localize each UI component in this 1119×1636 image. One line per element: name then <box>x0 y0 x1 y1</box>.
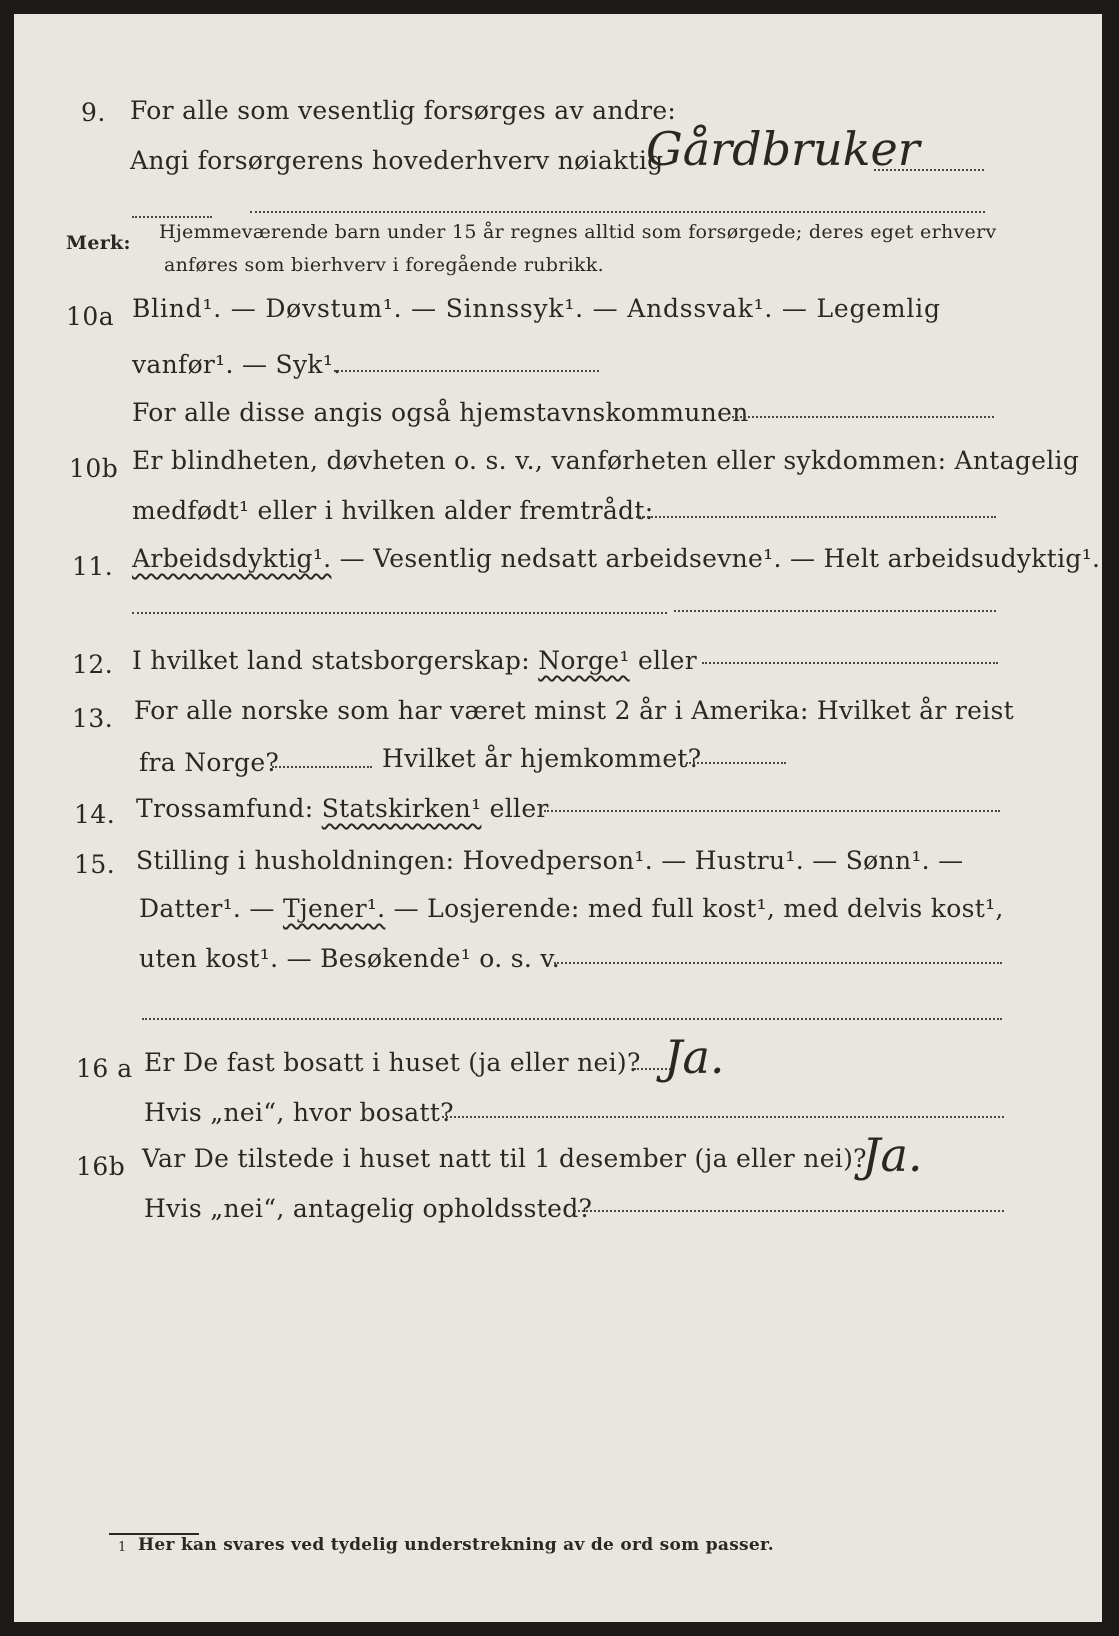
q16b-location-line <box>574 1210 1004 1212</box>
q16a-line2: Hvis „nei“, hvor bosatt? <box>144 1098 454 1127</box>
footnote-mark: 1 <box>118 1540 127 1555</box>
q16a-handwritten-answer: Ja. <box>664 1030 725 1084</box>
q15-number: 15. <box>74 850 116 879</box>
census-form-page <box>14 14 1102 1622</box>
q12-number: 12. <box>72 650 114 679</box>
q10a-hometown-line <box>732 416 994 418</box>
q15-line1: Stilling i husholdningen: Hovedperson¹. — Hustru¹. — Sønn¹. — <box>136 846 964 875</box>
q13-number: 13. <box>72 704 114 733</box>
q9-extra-line-b <box>250 211 985 213</box>
q11-number: 11. <box>72 552 114 581</box>
q10a-line1: Blind¹. — Døvstum¹. — Sinnssyk¹. — Andssvak¹. — Legemlig <box>132 294 941 323</box>
merk-label: Merk: <box>66 232 131 254</box>
q15-line2b: — Losjerende: med full kost¹, med delvis kost¹, <box>385 894 1004 923</box>
q11-line-b <box>674 610 996 612</box>
q13-line2a: fra Norge? <box>139 748 280 777</box>
q15-line2 <box>139 894 1004 923</box>
q14-answer-line <box>544 810 1000 812</box>
q9-handwritten-answer: Gårdbruker <box>646 122 920 176</box>
q14-underlined-option: Statskirken¹ <box>321 794 482 823</box>
q10b-answer-line <box>636 516 996 518</box>
q10b-line2: medfødt¹ eller i hvilken alder fremtrådt: <box>132 496 654 525</box>
q11-rest: — Vesentlig nedsatt arbeidsevne¹. — Helt arbeidsudyktig¹. <box>331 544 1101 573</box>
q15-answer-line <box>554 962 1002 964</box>
q14-after: eller <box>481 794 549 823</box>
q16b-handwritten-answer: Ja. <box>862 1128 923 1182</box>
q9-question-line2: Angi forsørgerens hovederhverv nøiaktig <box>130 146 664 175</box>
q13-line2b: Hvilket år hjemkommet? <box>382 744 702 773</box>
q9-question-line1: For alle som vesentlig forsørges av andre: <box>130 96 677 125</box>
q16a-line1: Er De fast bosatt i huset (ja eller nei)? <box>144 1048 641 1077</box>
q12-answer-line <box>702 662 998 664</box>
q9-number: 9. <box>81 98 106 127</box>
merk-line1: Hjemmeværende barn under 15 år regnes alltid som forsørgede; deres eget erhverv <box>159 221 997 243</box>
q16b-line2: Hvis „nei“, antagelig opholdssted? <box>144 1194 593 1223</box>
q10b-number: 10b <box>69 454 119 483</box>
q16a-number: 16 a <box>76 1054 133 1083</box>
q10a-answer-line <box>334 370 599 372</box>
q13-left-line <box>272 766 372 768</box>
q10a-number: 10a <box>66 302 115 331</box>
q11-line-a <box>132 612 667 614</box>
q11-line <box>132 544 1100 573</box>
q14-line <box>136 794 549 823</box>
q13-line1: For alle norske som har været minst 2 år i Amerika: Hvilket år reist <box>134 696 1015 725</box>
q10a-line3: For alle disse angis også hjemstavnskommunen <box>132 398 749 427</box>
q15-underlined-option: Tjener¹. <box>282 894 386 923</box>
merk-line2: anføres som bierhverv i foregående rubrikk. <box>164 254 604 276</box>
q14-number: 14. <box>74 800 116 829</box>
q16b-line1: Var De tilstede i huset natt til 1 desember (ja eller nei)? <box>142 1144 867 1173</box>
q12-after: eller <box>629 646 697 675</box>
q10b-line1: Er blindheten, døvheten o. s. v., vanførheten eller sykdommen: Antagelig <box>132 446 1080 475</box>
q15-extra-line <box>142 1018 1002 1020</box>
q16a-location-line <box>442 1116 1004 1118</box>
footnote-text: Her kan svares ved tydelig understrekning av de ord som passer. <box>138 1535 774 1555</box>
q9-extra-line-a <box>132 216 212 218</box>
q15-line2a: Datter¹. — <box>139 894 283 923</box>
q13-right-line <box>686 762 786 764</box>
q14-before: Trossamfund: <box>136 794 322 823</box>
q12-underlined-option: Norge¹ <box>538 646 630 675</box>
q12-line <box>132 646 697 675</box>
q10a-line2: vanfør¹. — Syk¹. <box>132 350 342 379</box>
q16b-number: 16b <box>76 1152 126 1181</box>
q12-before: I hvilket land statsborgerskap: <box>132 646 539 675</box>
q9-answer-line <box>874 169 984 171</box>
q15-line3: uten kost¹. — Besøkende¹ o. s. v. <box>139 944 561 973</box>
q11-underlined-option: Arbeidsdyktig¹. <box>132 544 332 573</box>
